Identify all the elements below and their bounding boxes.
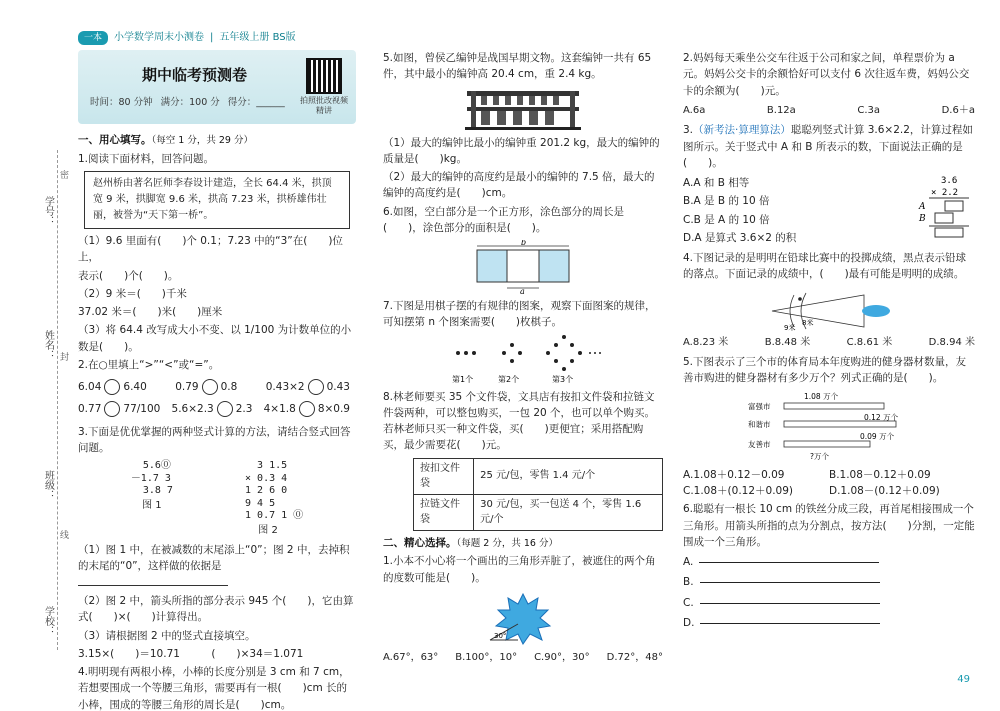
compare-circle[interactable] [104, 379, 120, 395]
shaded-rectangle-diagram [463, 240, 583, 294]
seal-char-2: 封 [60, 353, 70, 363]
option-c[interactable]: C.90°，30° [534, 651, 590, 663]
option-d[interactable] [683, 615, 975, 631]
choice-3-text: 聪聪列竖式计算 3.6×2.2，计算过程如图所示。关于竖式中 A 和 B 所表示的数，下面说法正确的是( )。 [683, 124, 973, 169]
equipment-figure [683, 391, 975, 463]
option-d[interactable]: D.72°，48° [606, 651, 663, 663]
brand-logo: 一本 [78, 31, 108, 45]
label-b: b [521, 240, 527, 248]
compare-circle[interactable] [104, 401, 120, 417]
calc-top: 3.6 [941, 176, 958, 187]
option-label: D. [683, 616, 695, 629]
option-a[interactable]: A.1.08＋0.12－0.09 [683, 468, 785, 481]
header-divider: | [210, 32, 214, 43]
calc-figure-2 [233, 460, 303, 538]
cmp-right: 6.40 [123, 381, 147, 394]
reading-passage: 赵州桥由著名匠师李春设计建造，全长 64.4 米，拱顶宽 9 米，拱脚宽 9.6 米，拱高 7.23 米，拱桥雄伟壮丽，被誉为“天下第一桥”。 [84, 171, 350, 229]
choice-6: 6.聪聪有一根长 10 cm 的铁丝分成三段，再首尾相接围成一个三角形。用箭头所指的点为分割点，按方法( )分割，一定能围成一个三角形。 [683, 503, 975, 548]
wire-segment-diagram [700, 619, 880, 627]
answer-blank[interactable] [78, 585, 228, 586]
table-row [414, 458, 663, 494]
dist-label-8: 8米 [802, 318, 814, 327]
seg-label-unknown: ?万个 [810, 451, 829, 461]
calc-2-caption: 图 2 [258, 524, 278, 536]
shotput-field-diagram [764, 287, 894, 331]
seal-char-1: 密 [60, 171, 70, 181]
seg-label-total: 1.08 万个 [804, 391, 839, 401]
option-b[interactable] [683, 574, 975, 590]
exam-meta [90, 96, 285, 111]
page-header [78, 30, 296, 46]
section-1-note: （每空 1 分，共 29 分） [151, 135, 253, 146]
pattern-label-3: 第3个 [552, 374, 574, 384]
full-score: 满分：100 分 [160, 97, 220, 108]
choice-1-options [383, 650, 663, 666]
question-8: 8.林老师要买 35 个文件袋，文具店有按扣文件袋和拉链文件袋两种，可以整包购买，一包 20 个，也可以单个购买。若林老师只买一种文件袋，买( )更便宜；采用搭配购买，最少需要花( )元。 [383, 390, 656, 452]
table-cell: 拉链文件袋 [414, 494, 474, 530]
column-1 [78, 50, 356, 711]
option-label: B. [683, 576, 694, 589]
page-number: 49 [957, 674, 970, 685]
question-3-2: （2）图 2 中，箭头所指的部分表示 945 个( )，它由算式( )×( )计算得出。 [78, 594, 354, 624]
calc-1: 5.6⓪ －1.7 3 3.8 7 [130, 460, 173, 497]
line-segment-diagram [744, 391, 914, 463]
rectangle-figure [383, 240, 663, 294]
option-d[interactable]: D.6＋a [941, 104, 975, 116]
question-5-2: （2）最大的编钟的高度约是最小的编钟的 7.5 倍，最大的编钟的高度约是( )cm。 [383, 171, 655, 200]
cmp-left: 0.43×2 [265, 381, 305, 394]
wire-segment-diagram [699, 558, 879, 566]
exam-title: 期中临考预测卷 [142, 66, 248, 84]
question-1-2a: （2）9 米＝( )千米 [78, 287, 187, 300]
table-cell: 按扣文件袋 [414, 458, 474, 494]
cmp-left: 6.04 [78, 381, 102, 394]
qr-caption: 拍照批改视频精讲 [300, 96, 348, 115]
time-limit: 时间：80 分钟 [90, 97, 153, 108]
cmp-right: 0.43 [326, 381, 350, 394]
chess-pattern-diagram [438, 335, 608, 385]
wire-segment-diagram [700, 578, 880, 586]
compare-row-1 [78, 379, 356, 395]
cmp-right: 0.8 [220, 381, 238, 394]
question-3-3: （3）请根据图 2 中的竖式直接填空。 [78, 629, 256, 642]
seg-label-diff2: 0.09 万个 [860, 431, 895, 441]
cmp-left: 4×1.8 [263, 403, 296, 416]
question-1-3: （3）将 64.4 改写成大小不变、以 1/100 为计数单位的小数是( )。 [78, 324, 352, 353]
question-6: 6.如图，空白部分是一个正方形，涂色部分的周长是( )，涂色部分的面积是( )。 [383, 205, 625, 234]
compare-circle[interactable] [299, 401, 315, 417]
bells-figure [383, 87, 663, 131]
option-b[interactable]: B.8.48 米 [764, 336, 811, 348]
price-table [413, 458, 663, 531]
choice-3-options [683, 173, 796, 248]
calc-figure-1 [131, 460, 173, 538]
option-d[interactable]: D.8.94 米 [928, 336, 975, 348]
compare-circle[interactable] [308, 379, 324, 395]
cmp-right: 2.3 [235, 403, 253, 416]
calc-b: B [919, 214, 926, 225]
wire-segment-diagram [700, 599, 880, 607]
vertical-calculations [78, 460, 356, 538]
score-field[interactable]: 得分：______ [227, 97, 285, 108]
table-cell: 30 元/包，买一包送 4 个，零售 1.6 元/个 [474, 494, 663, 530]
choice-4-options [683, 335, 975, 351]
section-2-note: （每题 2 分，共 16 分） [456, 537, 558, 549]
seal-char-3: 线 [60, 531, 70, 541]
option-d[interactable]: D.A 是算式 3.6×2 的积 [683, 231, 797, 244]
column-3 [683, 48, 975, 635]
option-c[interactable]: C.1.08＋(0.12＋0.09) [683, 484, 793, 497]
choice-3-body [683, 173, 975, 248]
choice-5: 5.下图表示了三个市的体育局本年度购进的健身器材数量，友善市购进的健身器材有多少万个？列式正确的是( )。 [683, 356, 967, 385]
pattern-label-2: 第2个 [498, 374, 520, 384]
option-c[interactable]: C.8.61 米 [846, 336, 893, 348]
choice-6-options [683, 554, 975, 631]
question-3-1 [78, 542, 356, 591]
calc-1-caption: 图 1 [142, 499, 162, 511]
question-3-1-text: （1）图 1 中，在被减数的末尾添上“0”；图 2 中，去掉积的末尾的“0”，这样做的依据是 [78, 544, 350, 573]
option-b[interactable]: B.1.08－0.12＋0.09 [829, 468, 931, 481]
option-d[interactable]: D.1.08－(0.12＋0.09) [829, 484, 940, 497]
cmp-left: 0.79 [175, 381, 199, 394]
series-title: 小学数学周末小测卷 [114, 32, 205, 43]
choice-2-options [683, 103, 975, 119]
city-2: 和谐市 [748, 419, 771, 429]
question-5: 5.如图，曾侯乙编钟是战国早期文物。这套编钟一共有 65 件，其中最小的编钟高 20.4 cm，重 2.4 kg。 [383, 52, 652, 81]
choice-3: 3.（新考法·算理算法）聪聪列竖式计算 3.6×2.2，计算过程如图所示。关于竖式中 A 和 B 所表示的数，下面说法正确的是( )。 [683, 124, 973, 169]
dist-label-9: 9米 [784, 323, 796, 331]
grade-label: 五年级上册 BS版 [219, 32, 296, 43]
question-4: 4.明明现有两根小棒，小棒的长度分别是 3 cm 和 7 cm，若想要围成一个等腰三角形，需要再有一根( )cm 长的小棒，围成的等腰三角形的周长是( )cm。 [78, 666, 350, 711]
triangle-figure [383, 590, 663, 646]
city-1: 富强市 [748, 401, 771, 411]
school-label: 学校： [42, 606, 54, 636]
option-c[interactable] [683, 595, 975, 611]
choice-5-options [683, 467, 975, 500]
cmp-left: 0.77 [78, 403, 102, 416]
question-1-2b: 37.02 米＝( )米( )厘米 [78, 306, 223, 319]
cmp-right: 8×0.9 [317, 403, 350, 416]
compare-row-2 [78, 401, 356, 417]
compare-circle[interactable] [202, 379, 218, 395]
chime-bells-image [463, 87, 583, 131]
shotput-figure [683, 287, 975, 331]
choice-2: 2.妈妈每天乘坐公交车往返于公司和家之间，单程票价为 a 元。妈妈公交卡的余额恰好可以支付 6 次往返车费，妈妈公交卡的余额为( )元。 [683, 52, 970, 97]
option-c[interactable]: C.3a [857, 104, 881, 116]
question-3: 3.下面是优优掌握的两种竖式计算的方法，请结合竖式回答问题。 [78, 425, 351, 454]
option-c[interactable]: C.B 是 A 的 10 倍 [683, 213, 770, 226]
question-5-1: （1）最大的编钟比最小的编钟重 201.2 kg，最大的编钟的质量是( )kg。 [383, 136, 660, 165]
table-cell: 25 元/包，零售 1.4 元/个 [474, 458, 663, 494]
label-a: a [520, 287, 525, 295]
seg-label-diff1: 0.12 万个 [864, 412, 899, 422]
section-1-heading [78, 132, 356, 149]
compare-circle[interactable] [217, 401, 233, 417]
option-a[interactable]: A.8.23 米 [683, 336, 729, 348]
question-1-1b: 表示( )个( )。 [78, 269, 179, 282]
option-a[interactable]: A.A 和 B 相等 [683, 177, 750, 190]
calc-mult: × 2.2 [931, 188, 959, 199]
option-b[interactable]: B.A 是 B 的 10 倍 [683, 195, 770, 208]
cmp-left: 5.6×2.3 [171, 403, 214, 416]
option-a[interactable]: A.67°，63° [383, 651, 439, 663]
option-b[interactable]: B.100°，10° [455, 651, 518, 663]
question-1-1: （1）9.6 里面有( )个 0.1；7.23 中的“3”在( )位上， [78, 234, 343, 264]
student-id-label: 学号： [42, 196, 54, 226]
section-2-title: 二、精心选择。 [383, 536, 457, 549]
section-2-heading [383, 535, 663, 552]
option-b[interactable]: B.12a [766, 104, 796, 116]
table-row [414, 494, 663, 530]
qr-code-icon[interactable] [306, 58, 342, 94]
option-a[interactable]: A.6a [683, 104, 706, 116]
stained-triangle-diagram [478, 590, 568, 646]
city-3: 友善市 [748, 439, 771, 449]
exam-title-box [78, 50, 356, 124]
section-1-title: 一、用心填写。 [78, 134, 152, 146]
seal-line [57, 150, 58, 650]
angle-label: 30° [494, 631, 507, 640]
cmp-right: 77/100 [123, 403, 161, 416]
option-label: C. [683, 596, 694, 609]
question-1: 1.阅读下面材料，回答问题。 [78, 152, 215, 165]
new-method-tag: （新考法·算理算法） [693, 124, 791, 137]
binding-strip [0, 0, 72, 711]
question-7: 7.下图是用棋子摆的有规律的图案，观察下面图案的规律，可知摆第 n 个图案需要( )枚棋子。 [383, 300, 656, 329]
calc-a: A [919, 202, 926, 213]
pattern-label-1: 第1个 [452, 374, 474, 384]
question-2: 2.在○里填上“>”“<”或“=”。 [78, 358, 220, 371]
option-a[interactable] [683, 554, 975, 570]
student-name-label: 姓名： [42, 330, 54, 360]
column-2 [383, 48, 663, 669]
vertical-multiplication-diagram [905, 173, 975, 239]
choice-1: 1.小本不小心将一个画出的三角形弄脏了，被遮住的两个角的度数可能是( )。 [383, 555, 656, 584]
option-label: A. [683, 556, 694, 569]
calc-2: 3 1.5 × 0.3 4 1 2 6 0 9 4 5 1 0.7 1 ⓪ [245, 460, 304, 522]
class-label: 班级： [42, 470, 54, 500]
choice-4: 4.下图记录的是明明在铅球比赛中的投掷成绩，黑点表示铅球的落点。下面记录的成绩中，( )最有可能是明明的成绩。 [683, 252, 967, 281]
pattern-figure [383, 335, 663, 385]
question-3-3b: 3.15×( )＝10.71 ( )×34＝1.071 [78, 647, 304, 660]
